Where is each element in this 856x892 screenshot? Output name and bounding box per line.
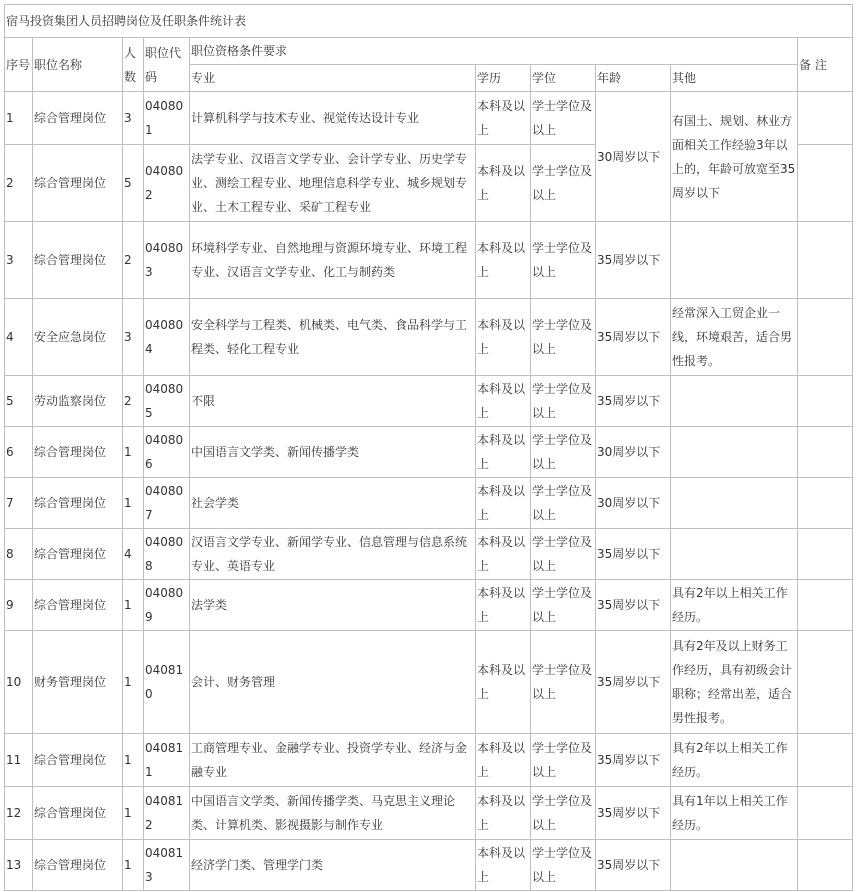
- row-other: [671, 222, 798, 299]
- row-count: 3: [123, 92, 144, 145]
- row-position-name: 综合管理岗位: [33, 222, 123, 299]
- row-degree: 学士学位及以上: [531, 478, 596, 529]
- row-remark: [798, 734, 853, 787]
- row-degree: 学士学位及以上: [531, 529, 596, 580]
- row-count: 2: [123, 222, 144, 299]
- row-education: 本科及以上: [476, 631, 531, 734]
- row-count: 2: [123, 376, 144, 427]
- row-degree: 学士学位及以上: [531, 427, 596, 478]
- table-row: [5, 840, 853, 891]
- row-remark: [798, 145, 853, 222]
- row-seq: 11: [5, 734, 33, 787]
- table-row: [5, 222, 853, 299]
- row-other: [671, 376, 798, 427]
- row-seq: 12: [5, 787, 33, 840]
- row-major: 环境科学专业、自然地理与资源环境专业、环境工程专业、汉语言文学专业、化工与制药类: [190, 222, 476, 299]
- row-education: 本科及以上: [476, 376, 531, 427]
- header-major: 专业: [190, 65, 476, 92]
- row-major: 汉语言文学专业、新闻学专业、信息管理与信息系统专业、英语专业: [190, 529, 476, 580]
- row-major: 计算机科学与技术专业、视觉传达设计专业: [190, 92, 476, 145]
- row-major: 中国语言文学类、新闻传播学类、马克思主义理论类、计算机类、影视摄影与制作专业: [190, 787, 476, 840]
- row-count: 1: [123, 840, 144, 891]
- header-position-name: 职位名称: [33, 38, 123, 92]
- row-age: 35周岁以下: [596, 840, 671, 891]
- row-education: 本科及以上: [476, 427, 531, 478]
- row-major: 工商管理专业、金融学专业、投资学专业、经济与金融专业: [190, 734, 476, 787]
- row-education: 本科及以上: [476, 145, 531, 222]
- row-age: 35周岁以下: [596, 529, 671, 580]
- row-position-name: 劳动监察岗位: [33, 376, 123, 427]
- row-count: 1: [123, 427, 144, 478]
- row-major: 中国语言文学类、新闻传播学类: [190, 427, 476, 478]
- row-major: 法学类: [190, 580, 476, 631]
- row-remark: [798, 787, 853, 840]
- header-qualification: 职位资格条件要求: [190, 38, 798, 65]
- table-row: [5, 92, 853, 145]
- row-position-code: 040805: [144, 376, 190, 427]
- row-education: 本科及以上: [476, 787, 531, 840]
- row-seq: 7: [5, 478, 33, 529]
- row-position-code: 040807: [144, 478, 190, 529]
- row-age: 35周岁以下: [596, 787, 671, 840]
- row-position-code: 040810: [144, 631, 190, 734]
- row-seq: 5: [5, 376, 33, 427]
- row-major: 会计、财务管理: [190, 631, 476, 734]
- row-position-name: 综合管理岗位: [33, 478, 123, 529]
- row-remark: [798, 631, 853, 734]
- row-education: 本科及以上: [476, 299, 531, 376]
- row-position-name: 财务管理岗位: [33, 631, 123, 734]
- header-position-code: 职位代码: [144, 38, 190, 92]
- row-other: 具有1年以上相关工作经历。: [671, 787, 798, 840]
- header-seq: 序号: [5, 38, 33, 92]
- row-count: 3: [123, 299, 144, 376]
- row-seq: 6: [5, 427, 33, 478]
- row-other: [671, 427, 798, 478]
- row-seq: 1: [5, 92, 33, 145]
- header-age: 年龄: [596, 65, 671, 92]
- row-remark: [798, 478, 853, 529]
- row-education: 本科及以上: [476, 734, 531, 787]
- row-position-code: 040809: [144, 580, 190, 631]
- recruitment-table: [4, 4, 853, 891]
- row-seq: 9: [5, 580, 33, 631]
- row-major: 经济学门类、管理学门类: [190, 840, 476, 891]
- row-count: 1: [123, 734, 144, 787]
- row-degree: 学士学位及以上: [531, 734, 596, 787]
- row-degree: 学士学位及以上: [531, 840, 596, 891]
- row-seq: 3: [5, 222, 33, 299]
- row-position-name: 安全应急岗位: [33, 299, 123, 376]
- table-row: [5, 580, 853, 631]
- row-other: [671, 478, 798, 529]
- row-education: 本科及以上: [476, 840, 531, 891]
- table-title: 宿马投资集团人员招聘岗位及任职条件统计表: [5, 5, 853, 38]
- row-age: 35周岁以下: [596, 376, 671, 427]
- row-remark: [798, 222, 853, 299]
- row-age: 35周岁以下: [596, 222, 671, 299]
- row-position-name: 综合管理岗位: [33, 840, 123, 891]
- header-education: 学历: [476, 65, 531, 92]
- row-age: 30周岁以下: [596, 478, 671, 529]
- row-position-name: 综合管理岗位: [33, 92, 123, 145]
- row-position-name: 综合管理岗位: [33, 734, 123, 787]
- header-degree: 学位: [531, 65, 596, 92]
- row-remark: [798, 580, 853, 631]
- row-age: 35周岁以下: [596, 580, 671, 631]
- row-position-code: 040808: [144, 529, 190, 580]
- row-age: 30周岁以下: [596, 92, 671, 222]
- table-row: [5, 478, 853, 529]
- row-degree: 学士学位及以上: [531, 787, 596, 840]
- row-degree: 学士学位及以上: [531, 92, 596, 145]
- row-count: 1: [123, 631, 144, 734]
- row-education: 本科及以上: [476, 222, 531, 299]
- row-count: 1: [123, 580, 144, 631]
- table-row: [5, 299, 853, 376]
- row-other: 具有2年以上相关工作经历。: [671, 734, 798, 787]
- table-row: [5, 529, 853, 580]
- row-education: 本科及以上: [476, 92, 531, 145]
- row-position-code: 040803: [144, 222, 190, 299]
- row-position-code: 040804: [144, 299, 190, 376]
- row-position-name: 综合管理岗位: [33, 427, 123, 478]
- row-seq: 8: [5, 529, 33, 580]
- row-seq: 4: [5, 299, 33, 376]
- table-row: [5, 376, 853, 427]
- header-remarks: 备 注: [798, 38, 853, 92]
- row-degree: 学士学位及以上: [531, 222, 596, 299]
- row-position-name: 综合管理岗位: [33, 529, 123, 580]
- table-row: [5, 734, 853, 787]
- row-remark: [798, 92, 853, 145]
- row-degree: 学士学位及以上: [531, 376, 596, 427]
- row-degree: 学士学位及以上: [531, 299, 596, 376]
- row-education: 本科及以上: [476, 580, 531, 631]
- row-major: 安全科学与工程类、机械类、电气类、食品科学与工程类、轻化工程专业: [190, 299, 476, 376]
- row-position-code: 040801: [144, 92, 190, 145]
- row-age: 30周岁以下: [596, 427, 671, 478]
- row-degree: 学士学位及以上: [531, 631, 596, 734]
- row-age: 35周岁以下: [596, 631, 671, 734]
- row-degree: 学士学位及以上: [531, 580, 596, 631]
- row-remark: [798, 529, 853, 580]
- row-position-name: 综合管理岗位: [33, 787, 123, 840]
- row-remark: [798, 376, 853, 427]
- row-count: 1: [123, 478, 144, 529]
- row-education: 本科及以上: [476, 529, 531, 580]
- row-position-code: 040802: [144, 145, 190, 222]
- row-age: 35周岁以下: [596, 299, 671, 376]
- row-count: 4: [123, 529, 144, 580]
- row-other: 有国土、规划、林业方面相关工作经验3年以上的，年龄可放宽至35周岁以下: [671, 92, 798, 222]
- header-other: 其他: [671, 65, 798, 92]
- row-education: 本科及以上: [476, 478, 531, 529]
- row-major: 不限: [190, 376, 476, 427]
- row-remark: [798, 299, 853, 376]
- table-row: [5, 427, 853, 478]
- row-position-code: 040806: [144, 427, 190, 478]
- row-seq: 13: [5, 840, 33, 891]
- header-count: 人数: [123, 38, 144, 92]
- row-seq: 10: [5, 631, 33, 734]
- row-count: 5: [123, 145, 144, 222]
- row-position-name: 综合管理岗位: [33, 145, 123, 222]
- row-other: 具有2年以上相关工作经历。: [671, 580, 798, 631]
- row-seq: 2: [5, 145, 33, 222]
- row-position-name: 综合管理岗位: [33, 580, 123, 631]
- row-position-code: 040812: [144, 787, 190, 840]
- row-other: 具有2年及以上财务工作经历，具有初级会计职称；经常出差，适合男性报考。: [671, 631, 798, 734]
- row-remark: [798, 840, 853, 891]
- row-other: 经常深入工贸企业一线，环境艰苦，适合男性报考。: [671, 299, 798, 376]
- row-degree: 学士学位及以上: [531, 145, 596, 222]
- row-age: 35周岁以下: [596, 734, 671, 787]
- row-major: 法学专业、汉语言文学专业、会计学专业、历史学专业、测绘工程专业、地理信息科学专业、城乡规划专业、土木工程专业、采矿工程专业: [190, 145, 476, 222]
- table-row: [5, 631, 853, 734]
- row-major: 社会学类: [190, 478, 476, 529]
- table-row: [5, 787, 853, 840]
- row-remark: [798, 427, 853, 478]
- row-position-code: 040811: [144, 734, 190, 787]
- row-other: [671, 840, 798, 891]
- row-other: [671, 529, 798, 580]
- row-position-code: 040813: [144, 840, 190, 891]
- row-count: 1: [123, 787, 144, 840]
